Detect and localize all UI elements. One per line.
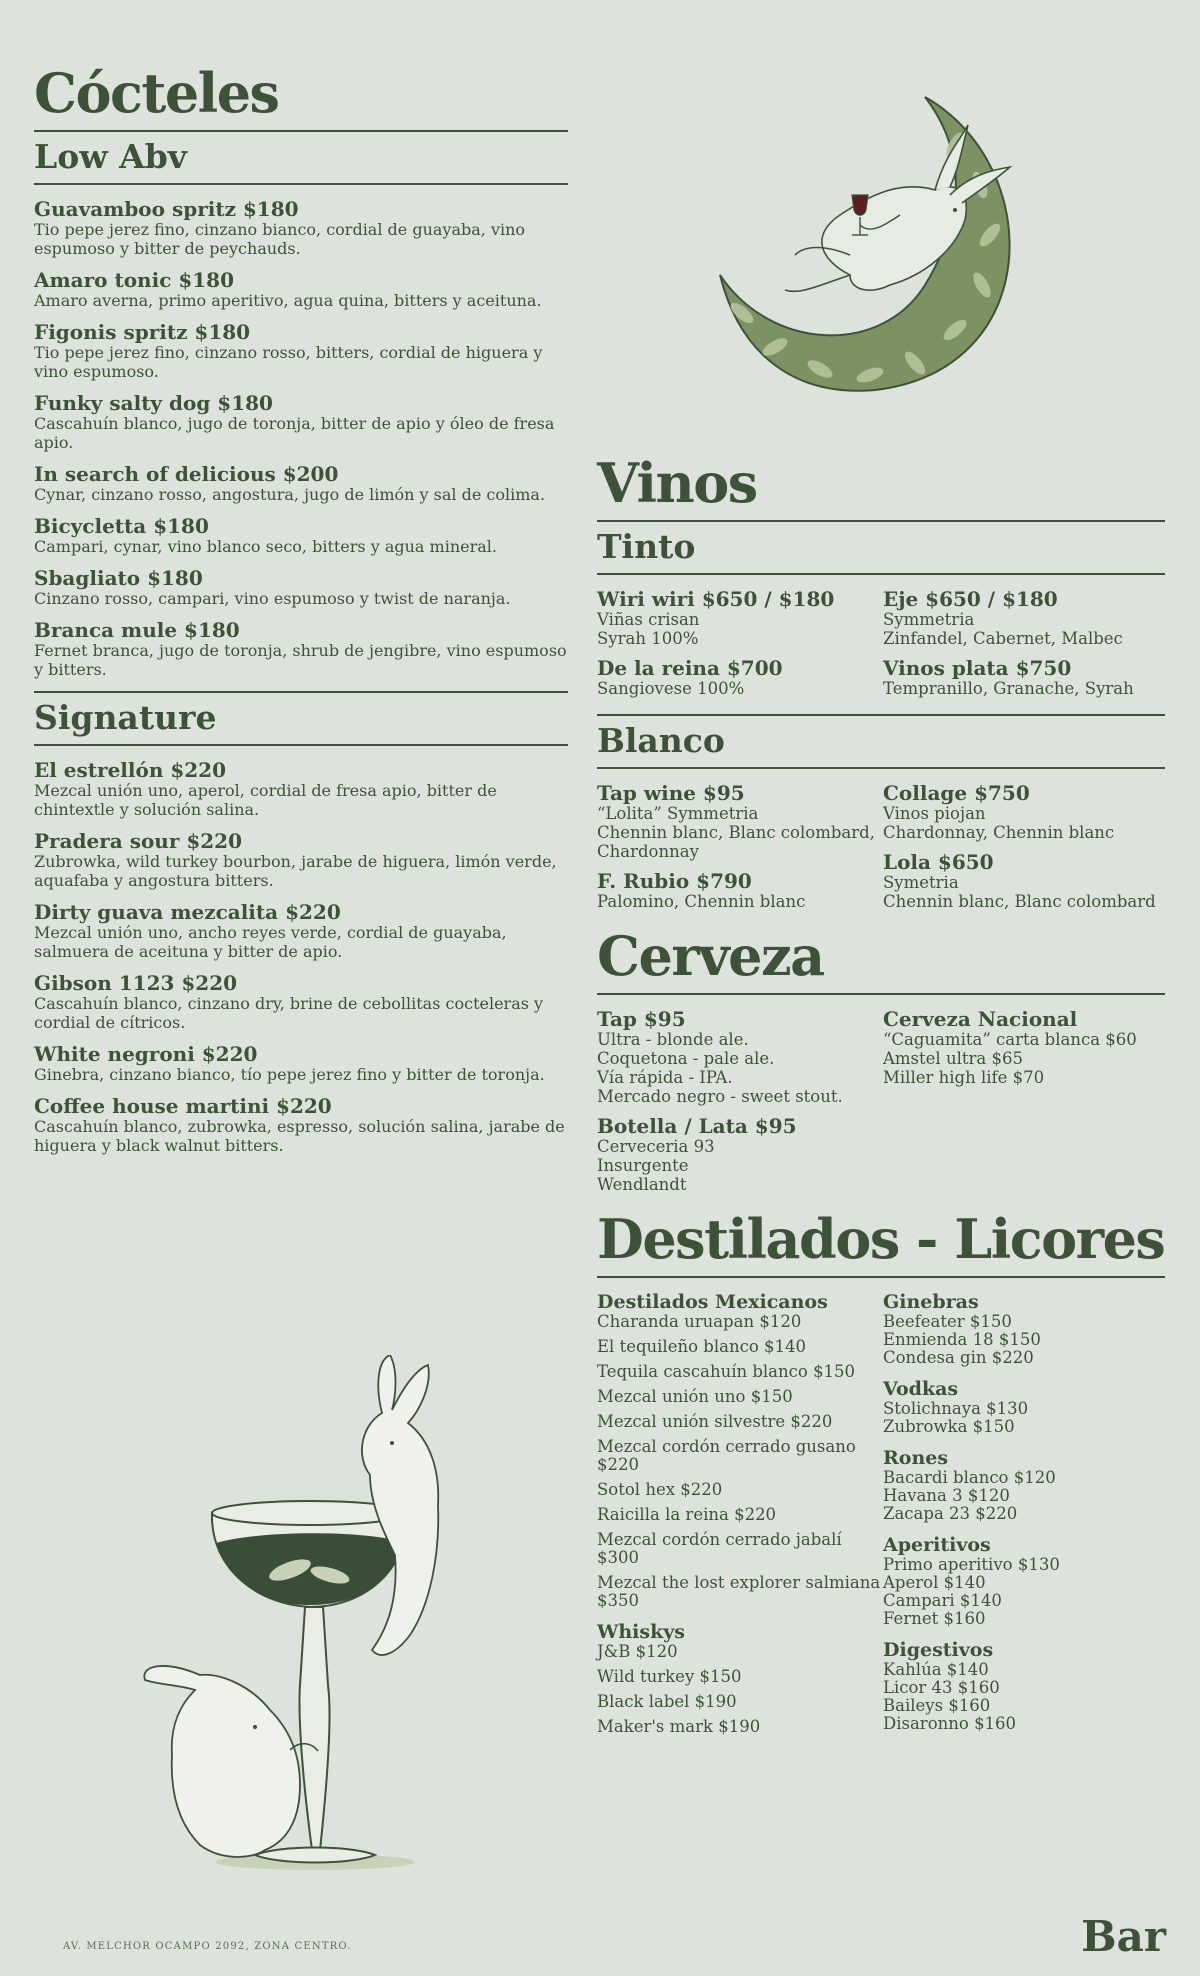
item-description: Fernet branca, jugo de toronja, shrub de jengibre, vino espumoso y bitters.	[34, 641, 567, 679]
item-line: Mezcal unión silvestre $220	[597, 1412, 833, 1431]
item-line: Black label $190	[597, 1692, 737, 1711]
item-name: F. Rubio $790	[597, 869, 752, 893]
wine-item	[883, 658, 1165, 698]
item-line: Wendlandt	[597, 1175, 687, 1194]
item-description: Ginebra, cinzano bianco, tío pepe jerez fino y bitter de toronja.	[34, 1065, 545, 1084]
wine-item	[597, 871, 883, 911]
item-line: “Caguamita” carta blanca $60	[883, 1030, 1137, 1049]
item-line: Miller high life $70	[883, 1068, 1045, 1087]
group-name: Ginebras	[883, 1291, 979, 1313]
item-line: Tequila cascahuín blanco $150	[597, 1362, 856, 1381]
item-name: Bicycletta $180	[34, 514, 209, 538]
item-line: Licor 43 $160	[883, 1678, 1000, 1697]
low-abv-list	[34, 185, 568, 679]
menu-item	[34, 973, 568, 1032]
menu-item	[34, 322, 568, 381]
item-line: Baileys $160	[883, 1696, 991, 1715]
wine-item	[883, 783, 1165, 842]
item-description: Mezcal unión uno, ancho reyes verde, cordial de guayaba, salmuera de aceituna y bitter de apio.	[34, 923, 507, 961]
item-line: Mezcal cordón cerrado jabalí $300	[597, 1530, 842, 1567]
item-description: Cascahuín blanco, cinzano dry, brine de cebollitas cocteleras y cordial de cítricos.	[34, 994, 544, 1032]
spirits-group	[883, 1535, 1165, 1628]
item-line: Condesa gin $220	[883, 1348, 1034, 1367]
item-line: Vía rápida - IPA.	[597, 1068, 733, 1087]
item-line: Campari $140	[883, 1591, 1002, 1610]
tinto-title: Tinto	[597, 522, 1165, 575]
item-line: Ultra - blonde ale.	[597, 1030, 749, 1049]
item-line: Chardonnay, Chennin blanc	[883, 823, 1115, 842]
item-line: Chennin blanc, Blanc colombard, Chardonnay	[597, 823, 875, 861]
item-name: In search of delicious $200	[34, 462, 339, 486]
item-line: Mercado negro - sweet stout.	[597, 1087, 843, 1106]
item-line: Tempranillo, Granache, Syrah	[883, 679, 1134, 698]
rabbits-cocktail-glass-illustration	[140, 1355, 480, 1875]
item-name: Cerveza Nacional	[883, 1007, 1078, 1031]
item-line: Sotol hex $220	[597, 1480, 723, 1499]
wine-item	[597, 658, 883, 698]
item-line: Mezcal unión uno $150	[597, 1387, 793, 1406]
footer-address: AV. MELCHOR OCAMPO 2092, ZONA CENTRO.	[63, 1941, 352, 1952]
item-line: Chennin blanc, Blanc colombard	[883, 892, 1156, 911]
item-line: Zubrowka $150	[883, 1417, 1015, 1436]
cocteles-title: Cócteles	[34, 66, 568, 132]
item-name: El estrellón $220	[34, 758, 226, 782]
destilados-list	[597, 1278, 1165, 1754]
spirits-group	[883, 1292, 1165, 1367]
menu-item	[34, 1096, 568, 1155]
item-line: Sangiovese 100%	[597, 679, 745, 698]
item-name: Figonis spritz $180	[34, 320, 251, 344]
menu-item	[34, 568, 568, 608]
item-line: Viñas crisan	[597, 610, 700, 629]
item-line: Zacapa 23 $220	[883, 1504, 1018, 1523]
rabbit-on-moon-illustration	[700, 85, 1060, 405]
item-line: J&B $120	[597, 1642, 678, 1661]
menu-item	[34, 270, 568, 310]
item-name: Branca mule $180	[34, 618, 240, 642]
spirits-group	[883, 1448, 1165, 1523]
item-description: Cinzano rosso, campari, vino espumoso y twist de naranja.	[34, 589, 511, 608]
wine-item	[597, 589, 883, 648]
item-line: Symetria	[883, 873, 959, 892]
item-name: Coffee house martini $220	[34, 1094, 332, 1118]
low-abv-title: Low Abv	[34, 132, 568, 185]
item-name: Gibson 1123 $220	[34, 971, 238, 995]
item-description: Cynar, cinzano rosso, angostura, jugo de limón y sal de colima.	[34, 485, 546, 504]
item-name: Botella / Lata $95	[597, 1114, 797, 1138]
item-description: Cascahuín blanco, jugo de toronja, bitter de apio y óleo de fresa apio.	[34, 414, 555, 452]
item-name: Pradera sour $220	[34, 829, 243, 853]
cerveza-list	[597, 995, 1165, 1210]
item-line: Beefeater $150	[883, 1312, 1012, 1331]
item-line: Symmetria	[883, 610, 975, 629]
item-name: Tap wine $95	[597, 781, 745, 805]
signature-title: Signature	[34, 691, 568, 746]
menu-item	[34, 760, 568, 819]
bebidas-column	[597, 451, 1165, 1754]
item-name: White negroni $220	[34, 1042, 258, 1066]
menu-item	[34, 620, 568, 679]
brand-logo: Bar	[1081, 1912, 1166, 1961]
group-name: Destilados Mexicanos	[597, 1291, 828, 1313]
signature-list	[34, 746, 568, 1155]
item-line: Amstel ultra $65	[883, 1049, 1023, 1068]
blanco-title: Blanco	[597, 714, 1165, 769]
item-name: Tap $95	[597, 1007, 686, 1031]
item-line: Bacardi blanco $120	[883, 1468, 1056, 1487]
item-name: Funky salty dog $180	[34, 391, 273, 415]
item-line: Enmienda 18 $150	[883, 1330, 1041, 1349]
item-description: Tio pepe jerez fino, cinzano rosso, bitters, cordial de higuera y vino espumoso.	[34, 343, 543, 381]
cerveza-title: Cerveza	[597, 929, 1165, 995]
group-name: Whiskys	[597, 1621, 685, 1643]
spirits-group	[597, 1292, 883, 1610]
group-name: Digestivos	[883, 1639, 994, 1661]
item-line: El tequileño blanco $140	[597, 1337, 806, 1356]
item-name: Wiri wiri $650 / $180	[597, 587, 835, 611]
item-description: Campari, cynar, vino blanco seco, bitters y agua mineral.	[34, 537, 498, 556]
item-description: Zubrowka, wild turkey bourbon, jarabe de higuera, limón verde, aquafaba y angostura bitters.	[34, 852, 557, 890]
item-line: Havana 3 $120	[883, 1486, 1010, 1505]
item-line: Insurgente	[597, 1156, 689, 1175]
item-line: Charanda uruapan $120	[597, 1312, 802, 1331]
wine-item	[883, 589, 1165, 648]
blanco-list	[597, 769, 1165, 927]
menu-item	[34, 393, 568, 452]
cocteles-column	[34, 61, 568, 1167]
item-name: Amaro tonic $180	[34, 268, 234, 292]
menu-item	[34, 464, 568, 504]
menu-item	[34, 831, 568, 890]
menu-item	[34, 1044, 568, 1084]
item-line: Wild turkey $150	[597, 1667, 742, 1686]
item-description: Amaro averna, primo aperitivo, agua quina, bitters y aceituna.	[34, 291, 542, 310]
item-line: Raicilla la reina $220	[597, 1505, 777, 1524]
item-line: Mezcal cordón cerrado gusano $220	[597, 1437, 856, 1474]
item-description: Tio pepe jerez fino, cinzano bianco, cordial de guayaba, vino espumoso y bitter de peychauds.	[34, 220, 526, 258]
destilados-title: Destilados - Licores	[597, 1212, 1165, 1278]
spirits-group	[883, 1640, 1165, 1733]
menu-item	[34, 902, 568, 961]
item-line: Maker's mark $190	[597, 1717, 761, 1736]
tinto-list	[597, 575, 1165, 714]
item-line: Primo aperitivo $130	[883, 1555, 1060, 1574]
item-name: Eje $650 / $180	[883, 587, 1058, 611]
item-line: Coquetona - pale ale.	[597, 1049, 775, 1068]
item-line: Mezcal the lost explorer salmiana $350	[597, 1573, 881, 1610]
item-line: Cerveceria 93	[597, 1137, 715, 1156]
item-description: Mezcal unión uno, aperol, cordial de fresa apio, bitter de chintextle y solución salina.	[34, 781, 497, 819]
group-name: Aperitivos	[883, 1534, 991, 1556]
vinos-title: Vinos	[597, 456, 1165, 522]
spirits-group	[597, 1622, 883, 1736]
item-name: Guavamboo spritz $180	[34, 197, 299, 221]
item-name: Lola $650	[883, 850, 994, 874]
item-description: Cascahuín blanco, zubrowka, espresso, solución salina, jarabe de higuera y black walnut bitters.	[34, 1117, 565, 1155]
item-name: Collage $750	[883, 781, 1030, 805]
beer-item	[597, 1116, 883, 1194]
wine-item	[597, 783, 883, 861]
item-line: Kahlúa $140	[883, 1660, 989, 1679]
item-line: Vinos piojan	[883, 804, 986, 823]
item-name: Dirty guava mezcalita $220	[34, 900, 341, 924]
item-line: Fernet $160	[883, 1609, 986, 1628]
beer-item	[597, 1009, 883, 1106]
item-line: Zinfandel, Cabernet, Malbec	[883, 629, 1123, 648]
menu-item	[34, 516, 568, 556]
spirits-group	[883, 1379, 1165, 1436]
item-line: Syrah 100%	[597, 629, 699, 648]
item-name: De la reina $700	[597, 656, 783, 680]
item-name: Sbagliato $180	[34, 566, 203, 590]
item-line: Palomino, Chennin blanc	[597, 892, 806, 911]
wine-item	[883, 852, 1165, 911]
beer-item	[883, 1009, 1165, 1087]
group-name: Vodkas	[883, 1378, 959, 1400]
item-line: Aperol $140	[883, 1573, 986, 1592]
menu-item	[34, 199, 568, 258]
item-line: Disaronno $160	[883, 1714, 1017, 1733]
item-line: “Lolita” Symmetria	[597, 804, 759, 823]
item-name: Vinos plata $750	[883, 656, 1072, 680]
group-name: Rones	[883, 1447, 949, 1469]
item-line: Stolichnaya $130	[883, 1399, 1029, 1418]
